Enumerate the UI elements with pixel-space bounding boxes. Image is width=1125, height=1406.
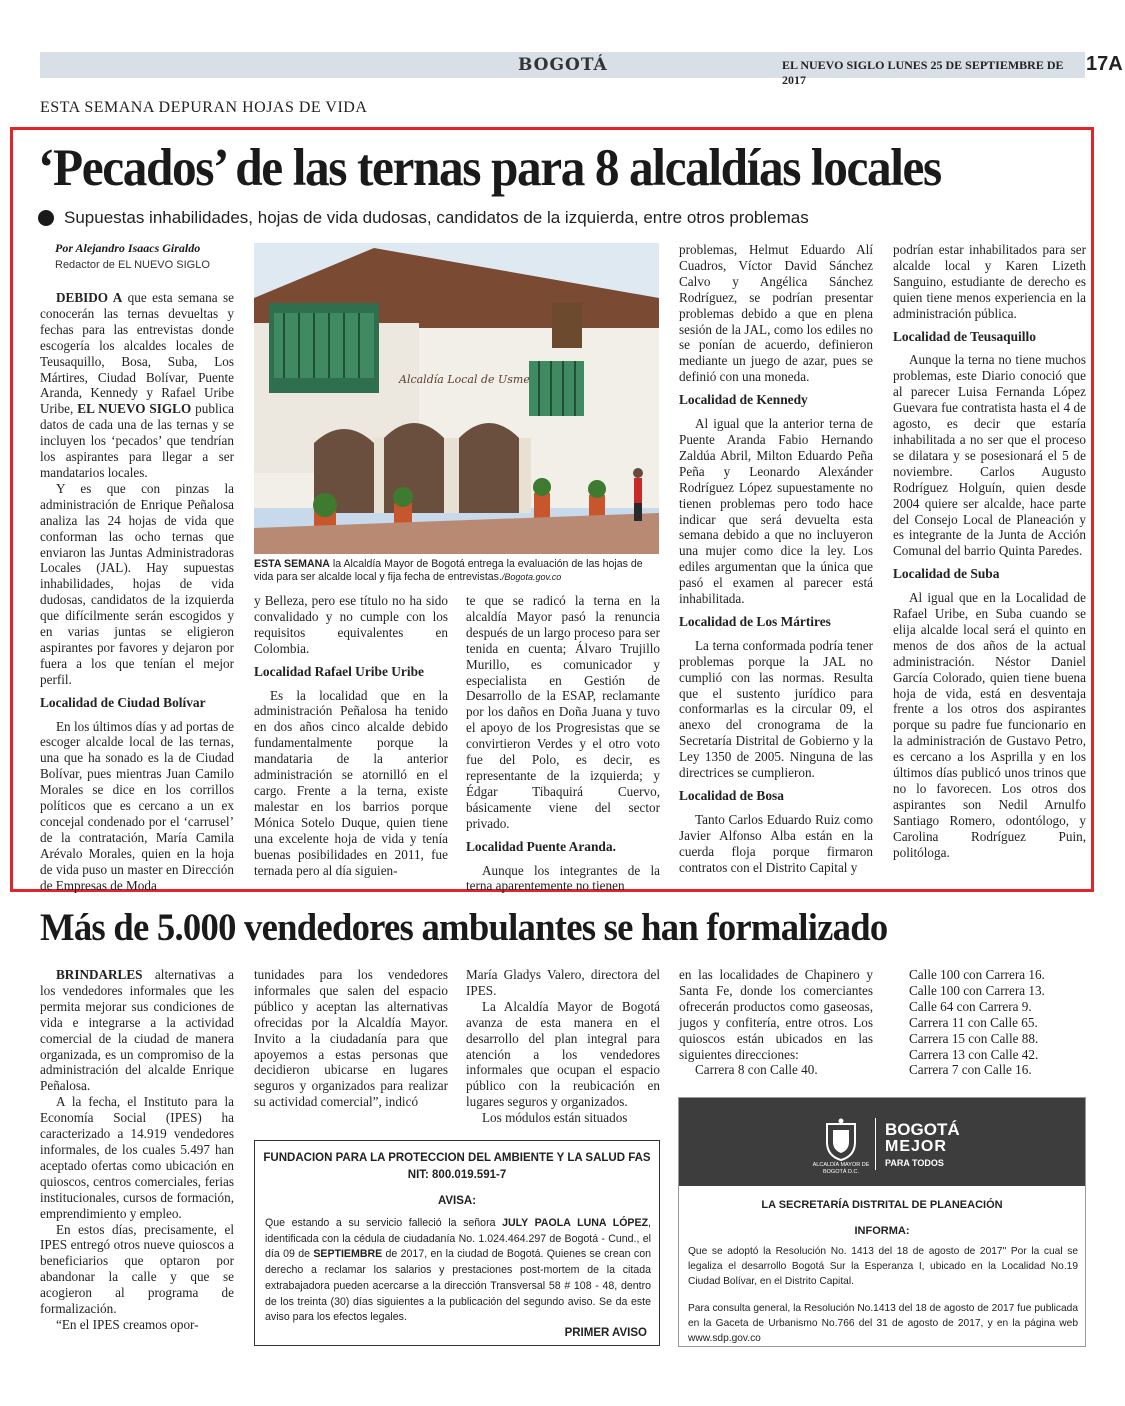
subhead-text: Supuestas inhabilidades, hojas de vida dudosas, candidatos de la izquierda, entre otros problemas — [64, 208, 809, 227]
photo-caption: ESTA SEMANA la Alcaldía Mayor de Bogotá entrega la evaluación de las hojas de vida para ser alcalde local y fija fecha de entrevistas./Bogota.gov.co — [254, 558, 643, 583]
legal-notice-ad — [254, 1140, 660, 1346]
second-article-column-3 — [466, 967, 660, 1126]
caption-lead: ESTA SEMANA — [254, 558, 330, 570]
article-headline: ‘Pecados’ de las ternas para 8 alcaldías locales — [38, 139, 941, 197]
address-item: Carrera 8 con Calle 40. — [695, 1062, 818, 1078]
mayor-office-label: ALCALDÍA MAYOR DE BOGOTÁ D.C. — [812, 1162, 870, 1175]
paragraph: “En el IPES creamos opor- — [56, 1316, 199, 1332]
article-column-4 — [679, 242, 873, 876]
subsection-heading: Localidad Puente Aranda. — [466, 838, 616, 854]
paragraph: Aunque la terna no tiene muchos problemas, este Diario conoció que al parecer Luisa Fernanda López Guevara fue contratista hasta el 4 de agosto, es decir que estaría inhabilitada a no ser que el proceso se dilatara y se posesionará el 5 de noviembre. Carlos Augusto Rodríguez Holguín, quien desde 2004 quiere ser alcalde, hace parte del Consejo Local de Planeación y es integrante de la Junta de Acción Comunal del barrio Quinta Paredes. — [893, 352, 1086, 559]
subsection-heading: Localidad de Kennedy — [679, 392, 808, 408]
second-article-column-1 — [40, 967, 234, 1333]
byline-role: Redactor de EL NUEVO SIGLO — [55, 259, 210, 271]
paragraph: Los módulos están situados — [482, 1110, 628, 1126]
ad-organization: FUNDACION PARA LA PROTECCION DEL AMBIENTE Y LA SALUD FAS — [263, 1152, 651, 1164]
logo-mejor: MEJOR — [885, 1138, 947, 1155]
paragraph: María Gladys Valero, directora del IPES. — [466, 967, 660, 998]
second-article-column-2 — [254, 967, 448, 1110]
address-list — [909, 967, 1089, 1078]
address-item: Calle 100 con Carrera 16. — [909, 967, 1045, 982]
paragraph: en las localidades de Chapinero y Santa Fe, donde los comerciantes ofrecerán productos como gaseosas, jugos y confitería, entre otros. Los quioscos están ubicados en las siguientes direcciones: — [679, 967, 873, 1062]
dateline: EL NUEVO SIGLO LUNES 25 DE SEPTIEMBRE DE 2017 — [782, 58, 1064, 87]
article-kicker: ESTA SEMANA DEPURAN HOJAS DE VIDA — [40, 99, 368, 116]
article-column-1 — [40, 290, 234, 894]
photo-sign-text: Alcaldía Local de Usme — [399, 373, 530, 386]
ad-notice-number: PRIMER AVISO — [564, 1327, 647, 1339]
coat-of-arms-icon — [821, 1118, 861, 1162]
paragraph: BRINDARLES alternativas a los vendedores informales que les permita mejorar sus condiciones de vida e integrarse a la actividad comercial de la ciudad de manera organizada, es un compromiso de la administración del alcalde Enrique Peñalosa. — [40, 967, 234, 1094]
paragraph: DEBIDO A que esta semana se conocerán las ternas devueltas y fechas para las entrevistas donde escogería los alcaldes locales de Teusaquillo, Bosa, Suba, Los Mártires, Ciudad Bolívar, Puente Aranda, Kennedy y Rafael Uribe Uribe, EL NUEVO SIGLO publica datos de cada una de las ternas y se incluyen los ‘pecados’ que tendrían los aspirantes para llegar a ser mandatarios locales. — [40, 290, 234, 480]
logo-bogota: BOGOTÁ — [885, 1120, 960, 1139]
ad-paragraph: Que se adoptó la Resolución No. 1413 del 18 de agosto de 2017" Por la cual se legaliza el desarrollo Bogotá Sur la Esperanza I, ubicado en la Localidad No.19 Ciudad Bolívar, en el Distrito Capital. — [688, 1246, 1078, 1288]
ad-informa: INFORMA: — [854, 1225, 910, 1237]
ad-nit: NIT: 800.019.591-7 — [407, 1169, 507, 1181]
planning-notice-ad — [678, 1097, 1086, 1347]
photo-credit: /Bogota.gov.co — [501, 572, 562, 582]
lead-in: DEBIDO A — [56, 290, 123, 305]
bullet-icon — [38, 210, 54, 226]
article-column-2 — [254, 593, 448, 878]
paragraph: problemas, Helmut Eduardo Alí Cuadros, Víctor David Sánchez Calvo y Angélica Sánchez Rodríguez, se podrían presentar problemas debido a que en plena sesión de la JAL, como los ediles no se ponían de acuerdo, definieron mediante un juego de azar, pues se definió con una moneda. — [679, 242, 873, 385]
paragraph: podrían estar inhabilitados para ser alcalde local y Karen Lizeth Sanguino, estudiante de derecho es quien tiene menos experiencia en la administración pública. — [893, 242, 1086, 321]
logo-band — [679, 1098, 1085, 1186]
paragraph: Y es que con pinzas la administración de Enrique Peñalosa analiza las 24 hojas de vida que conforman las ocho ternas que enviaron las Juntas Administradoras Locales (JAL). Hay supuestas inhabilidades, hojas de vida dudosas, candidatos de la izquierda que difícilmente serán escogidos y en varias juntas se eligieron aspirantes por favores y dejaron por fuera a los que tenían el mejor perfil. — [40, 480, 234, 687]
ad-body: Que estando a su servicio falleció la señora JULY PAOLA LUNA LÓPEZ, identificada con la cédula de ciudadanía No. 1.024.464.297 de Bogotá - Cund., el día 09 de SEPTIEMBRE de 2017, en la ciudad de Bogotá. Quienes se crean con derecho a reclamar los salarios y prestaciones post-mortem de la citada extrabajadora pueden acercarse a la dirección Transversal 58 # 108 - 48, dentro de los treinta (30) días siguientes a la publicación del segundo aviso. Se da este aviso para los efectos legales. — [265, 1217, 651, 1324]
deceased-name: JULY PAOLA LUNA LÓPEZ — [502, 1217, 649, 1229]
second-article-column-4 — [679, 967, 873, 1078]
logo-para-todos: PARA TODOS — [885, 1158, 944, 1168]
subsection-heading: Localidad Rafael Uribe Uribe — [254, 663, 424, 679]
subsection-heading: Localidad de Bosa — [679, 788, 784, 803]
subsection-heading: Localidad de Los Mártires — [679, 613, 831, 629]
paragraph: En los últimos días y ad portas de escoger alcalde local de las ternas, una que ha sonado es la de Ciudad Bolívar, pues mientras Juan Camilo Morales se dice en los corrillos políticos que es cercano a un ex concejal condenado por el ‘carrusel’ de la contratación, María Camila Arévalo Morales, quien en la hoja de vida puso un master en Dirección de Empresas de Moda — [40, 718, 234, 893]
second-article-headline: Más de 5.000 vendedores ambulantes se han formalizado — [40, 906, 888, 949]
page-number: 17A — [1086, 53, 1123, 75]
address-item: Carrera 15 con Calle 88. — [909, 1030, 1039, 1046]
paragraph: y Belleza, pero ese título no ha sido convalidado y no cumple con los requisitos equivalentes en Colombia. — [254, 593, 448, 656]
paragraph: Al igual que la anterior terna de Puente Aranda Fabio Hernando Zaldúa Abril, Milton Eduardo Peña Peña y Leonardo Alexánder Rodríguez López supuestamente no tienen problemas pero todo hace indicar que será devuelta esta semana debido a que no incluyeron una mujer como dice la ley. Los ediles argumentan que la única que pasó el examen al parecer está inhabilitada. — [679, 416, 873, 607]
article-column-3 — [466, 593, 660, 894]
article-photo — [254, 243, 659, 554]
subsection-heading: Localidad de Ciudad Bolívar — [40, 694, 206, 710]
byline: Por Alejandro Isaacs Giraldo — [55, 241, 201, 255]
paragraph: A la fecha, el Instituto para la Economía Social (IPES) ha caracterizado a 14.919 vendedores informales, de los cuales 5.497 han aceptado ofertas como ubicación en quioscos, centros comerciales, ferias institucionales, cursos de formación, emprendimiento y empleo. — [40, 1094, 234, 1221]
address-item: Calle 64 con Carrera 9. — [909, 998, 1032, 1014]
subsection-heading: Localidad de Suba — [893, 566, 1000, 582]
article-subhead — [38, 208, 809, 228]
paragraph: La terna conformada podría tener problemas porque la JAL no cumplió con las normas. Resulta que el sustento jurídico para conformarlas es la circular 09, el anexo del cronograma de la Secretaría Distrital de Gobierno y la Ley 1350 de 2005. Ninguna de las directrices se cumplieron. — [679, 637, 873, 781]
paragraph: En estos días, precisamente, el IPES entregó otros nueve quioscos a beneficiarios que optaron por abandonar la calle y que se acogieron al programa de formalización. — [40, 1221, 234, 1317]
address-item: Carrera 13 con Calle 42. — [909, 1046, 1039, 1062]
building-illustration — [254, 243, 659, 554]
section-name: BOGOTÁ — [518, 55, 608, 75]
paragraph: La Alcaldía Mayor de Bogotá avanza de esta manera en el desarrollo del plan integral para atención a los vendedores informales que ocupan el espacio público con la reubicación en lugares seguros y organizados. — [466, 998, 660, 1110]
subsection-heading: Localidad de Teusaquillo — [893, 328, 1036, 344]
ad-paragraph: Para consulta general, la Resolución No.1413 del 18 de agosto de 2017 fue publicada en la Gaceta de Urbanismo No.766 del 31 de agosto de 2017, y en la página web www.sdp.gov.co — [688, 1303, 1078, 1345]
address-item: Calle 100 con Carrera 13. — [909, 982, 1045, 998]
address-item: Carrera 7 con Calle 16. — [909, 1062, 1032, 1078]
address-item: Carrera 11 con Calle 65. — [909, 1014, 1038, 1030]
article-column-5 — [893, 242, 1086, 861]
paragraph: Al igual que en la Localidad de Rafael Uribe, en Suba cuando se elija alcalde local será el quinto en menos de dos años de la actual administración. Néstor Daniel García Colorado, quien tiene buena hoja de vida, está en desventaja frente a los otros dos aspirantes porque su padre fue funcionario en la administración de Gustavo Petro, es cercano a los Asprilla y en los últimos días publicó unos trinos que no lo favorecen. Los otros dos aspirantes son Nedil Arnulfo Santiago Romero, odontólogo, y Carolina Rodríguez Puin, politóloga. — [893, 590, 1086, 860]
ad-notice-label: AVISA: — [437, 1195, 477, 1207]
paragraph: Es la localidad que en la administración Peñalosa ha tenido en dos años cinco alcalde debido fundamentalmente porque la mandataria de la anterior administración se atornilló en el cargo. Frente a la terna, existe malestar en los barrios porque Mónica Sotelo Duque, quien tiene una excelente hoja de vida y tenía buenas posibilidades en 2011, fue ternada pero al día siguien- — [254, 687, 448, 878]
masthead-ref: EL NUEVO SIGLO — [77, 401, 192, 417]
paragraph: te que se radicó la terna en la alcaldía Mayor pasó la renuncia después de un largo proceso para ser tenida en cuenta; Álvaro Trujillo Murillo, es comunicador y especialista en Gestión de Desarrollo de la ESAP, reclamante por los daños en Doña Juana y tuvo el apoyo de los Progresistas que se convirtieron Verdes y el otro voto fue del Polo, es decir, es representante de la izquierda; y Édgar Tibaquirá Cuervo, básicamente viene del sector privado. — [466, 593, 660, 831]
paragraph: Aunque los integrantes de la terna aparentemente no tienen — [466, 862, 660, 894]
page-header-bar — [40, 52, 1123, 87]
ad-title: LA SECRETARÍA DISTRITAL DE PLANEACIÓN — [761, 1199, 1003, 1211]
lead-in: BRINDARLES — [56, 967, 143, 982]
paragraph: Tanto Carlos Eduardo Ruiz como Javier Alfonso Alba están en la cuerda floja porque firmaron contratos con el Distrito Capital y — [679, 811, 873, 875]
paragraph: tunidades para los vendedores informales que salen del espacio público y aceptan las alternativas ofrecidas por la Alcaldía Mayor. Invito a la ciudadanía para que apoyemos a estas personas que decidieron ubicarse en lugares seguros y organizados para realizar su actividad comercial”, indicó — [254, 967, 448, 1110]
logo-divider — [875, 1118, 876, 1170]
